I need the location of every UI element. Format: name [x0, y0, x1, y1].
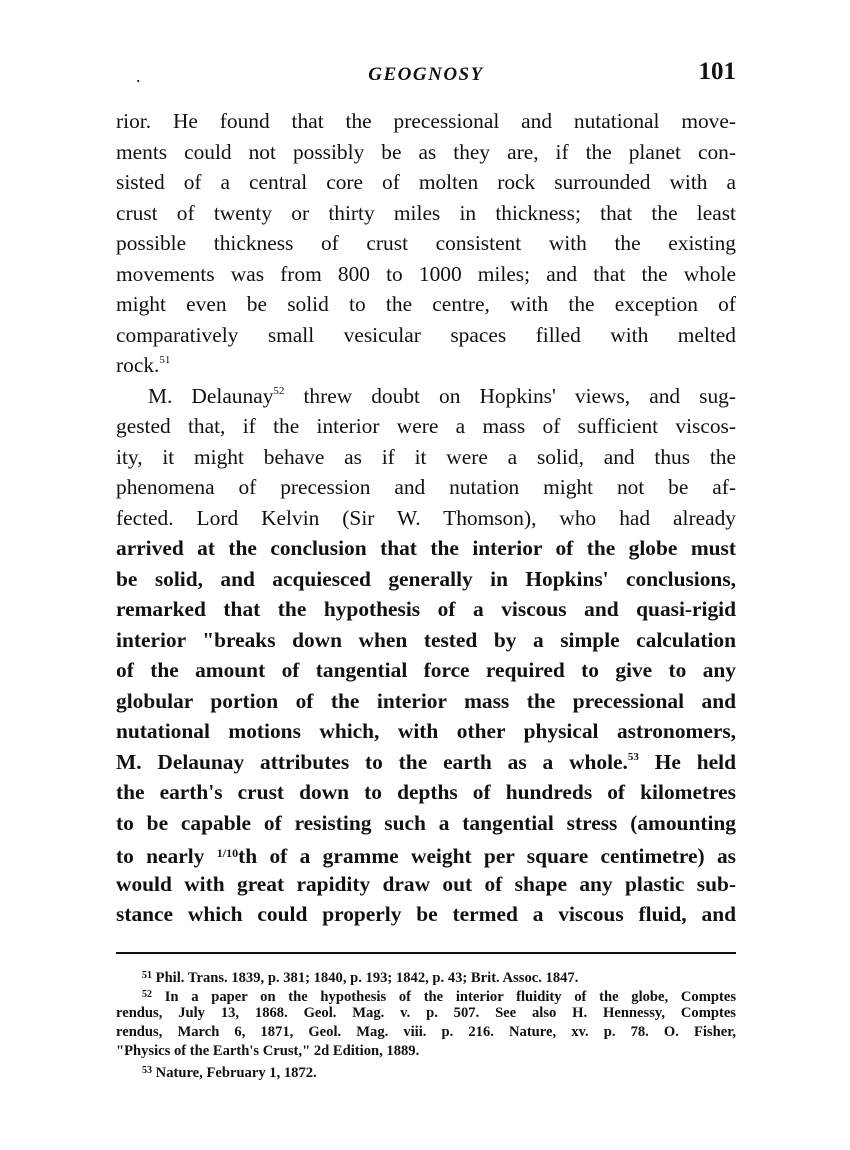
footnote-number: 51 — [142, 970, 152, 981]
text-line: to be capable of resisting such a tangential stress (amounting — [116, 810, 736, 835]
footnote-text: In a paper on the hypothesis of the interior fluidity of the globe, Comptes — [152, 989, 736, 1005]
text-line: interior "breaks down when tested by a simple calculation — [116, 627, 736, 652]
text-line — [116, 838, 736, 869]
text-line: crust of twenty or thirty miles in thickness; that the least — [116, 200, 736, 225]
footnote-text-line: rendus, March 6, 1871, Geol. Mag. viii. p. 216. Nature, xv. p. 78. O. Fisher, — [116, 1024, 736, 1040]
text-line: arrived at the conclusion that the interior of the globe must — [116, 536, 736, 560]
text-line: fected. Lord Kelvin (Sir W. Thomson), who had already — [116, 505, 736, 530]
footnote-51 — [116, 966, 736, 985]
footnote-52 — [116, 985, 736, 1004]
text-line: comparatively small vesicular spaces filled with melted — [116, 322, 736, 347]
fraction: 1/10 — [216, 846, 239, 860]
text-line: phenomena of precession and nutation might not be af- — [116, 475, 736, 499]
text-line: the earth's crust down to depths of hundreds of kilometres — [116, 780, 736, 804]
text-fragment: th of a gramme weight per square centimetre) as — [238, 844, 737, 868]
footnote-text: Phil. Trans. 1839, p. 381; 1840, p. 193; 1842, p. 43; Brit. Assoc. 1847. — [152, 970, 579, 986]
text-line: possible thickness of crust consistent with the existing — [116, 231, 736, 255]
header-dot: . — [136, 66, 141, 86]
text-fragment: threw doubt on Hopkins' views, and sug- — [284, 383, 737, 408]
text-line: rior. He found that the precessional and nutational move- — [116, 109, 736, 133]
footnote-ref-53: 53 — [627, 750, 639, 763]
footnote-number: 53 — [142, 1065, 152, 1076]
footnote-ref-51: 51 — [159, 354, 171, 366]
text-line: be solid, and acquiesced generally in Hopkins' conclusions, — [116, 566, 736, 591]
running-header — [116, 58, 736, 90]
text-line: might even be solid to the centre, with the exception of — [116, 292, 736, 316]
text-fragment: rock. — [116, 353, 160, 377]
page-number: 101 — [698, 58, 736, 85]
paragraph-2 — [116, 381, 736, 930]
text-fragment: M. Delaunay — [148, 383, 274, 408]
footnote-text-line: "Physics of the Earth's Crust," 2d Edition, 1889. — [116, 1043, 420, 1059]
footnote-text: Nature, February 1, 1872. — [152, 1065, 317, 1081]
footnote-number: 52 — [142, 989, 152, 1000]
text-line: ity, it might behave as if it were a solid, and thus the — [116, 444, 736, 469]
text-fragment: M. Delaunay attributes to the earth as a whole. — [116, 749, 628, 774]
text-line: movements was from 800 to 1000 miles; and that the whole — [116, 261, 736, 286]
text-line: sisted of a central core of molten rock surrounded with a — [116, 170, 736, 194]
bold-text-block — [116, 533, 736, 930]
body-text — [116, 106, 736, 930]
text-line: remarked that the hypothesis of a viscous and quasi-rigid — [116, 597, 736, 621]
text-line: would with great rapidity draw out of shape any plastic sub- — [116, 871, 736, 896]
footnotes — [116, 966, 736, 1080]
text-line — [116, 350, 736, 381]
footnote-text-line: rendus, July 13, 1868. Geol. Mag. v. p. 507. See also H. Hennessy, Comptes — [116, 1005, 736, 1021]
paragraph-1 — [116, 106, 736, 381]
text-line: gested that, if the interior were a mass of sufficient viscos- — [116, 414, 736, 438]
text-line: nutational motions which, with other physical astronomers, — [116, 719, 736, 743]
text-line: ments could not possibly be as they are, if the planet con- — [116, 139, 736, 164]
text-fragment: He held — [638, 749, 736, 774]
text-line: stance which could properly be termed a viscous fluid, and — [116, 902, 736, 926]
running-title: GEOGNOSY — [368, 64, 484, 85]
footnote-53 — [116, 1061, 736, 1080]
text-line — [116, 381, 736, 412]
text-line: of the amount of tangential force required to give to any — [116, 658, 736, 682]
footnote-divider — [116, 952, 736, 954]
text-line — [116, 747, 736, 778]
text-fragment: to nearly — [116, 844, 217, 868]
text-line: globular portion of the interior mass the precessional and — [116, 688, 736, 713]
footnote-ref-52: 52 — [273, 384, 285, 397]
